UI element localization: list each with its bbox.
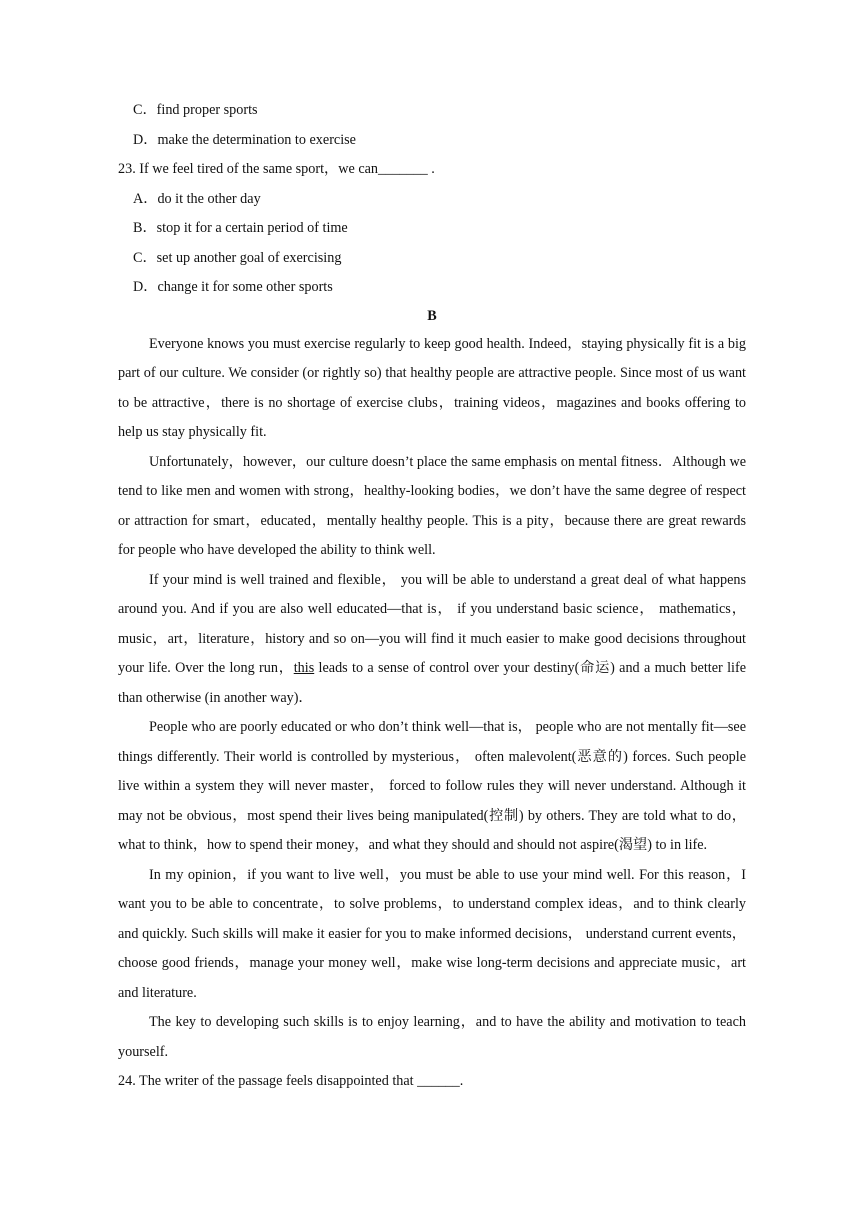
passage-paragraph-5: In my opinion，if you want to live well，you must be able to use your mind well. For this reason，I want you to be able to concentrate，to solve problems，to understand complex ideas，and to think clearly and quickly. Such skills will make it easier for you to make informed decisions， understand current events，choose good friends，manage your money well，make wise long-term decisions and appreciate music，art and literature.: [118, 866, 746, 1001]
document-page: [118, 96, 746, 1097]
option-text: stop it for a certain period of time: [156, 220, 348, 236]
passage-paragraph-6: The key to developing such skills is to enjoy learning，and to have the ability and motivation to teach yourself.: [118, 1014, 746, 1060]
option-letter: D．: [133, 131, 158, 148]
q23-option-d: [118, 273, 746, 303]
option-text: make the determination to exercise: [157, 131, 356, 148]
q23-option-b: [118, 214, 746, 244]
passage-paragraph-2: Unfortunately，however，our culture doesn’t place the same emphasis on mental fitness．Although we tend to like men and women with strong，healthy-looking bodies，we don’t have the same degree of respect or attraction for smart，educated，mentally healthy people. This is a pity，because there are great rewards for people who have developed the ability to think well.: [118, 453, 746, 558]
option-letter: D．: [133, 279, 158, 295]
option-text: do it the other day: [157, 190, 261, 207]
q22-option-c: [118, 96, 746, 126]
underlined-word: this: [293, 660, 315, 676]
passage-paragraph-4: People who are poorly educated or who don’t think well—that is， people who are not mentally fit—see things differently. Their world is controlled by mysterious， often malevolent(恶意的) forces. Such people live within a system they will never master， forced to follow rules they will never understand. Although it may not be obvious，most spend their lives being manipulated(控制) by others. They are told what to do，what to think，how to spend their money，and what they should and should not aspire(渴望) to in life.: [118, 719, 746, 853]
option-text: set up another goal of exercising: [156, 249, 342, 266]
option-letter: C．: [133, 249, 157, 266]
passage-paragraph-3: [118, 566, 746, 714]
q23-option-a: [118, 185, 746, 215]
option-text: find proper sports: [156, 102, 258, 118]
paragraph-text: If your mind is well trained and flexible， you will be able to understand a great deal of what happens around you. And if you are also well educated—that is， if you understand basic science， mathematics，music，art，literature，history and so on—you will find it much easier to make good decisions throughout your life. Over the long run，: [118, 571, 746, 676]
section-heading: B: [427, 307, 437, 324]
q24-stem: 24. The writer of the passage feels disappointed that ______.: [118, 1073, 464, 1089]
paragraph-text: leads to a sense of control over your destiny(命运) and a much better life than otherwise (in another way)．: [118, 660, 746, 706]
option-letter: C．: [133, 102, 157, 118]
q23-option-c: [118, 244, 746, 274]
q22-option-d: [118, 126, 746, 156]
option-letter: B．: [133, 220, 157, 236]
passage-paragraph-1: Everyone knows you must exercise regularly to keep good health. Indeed，staying physically fit is a big part of our culture. We consider (or rightly so) that healthy people are attractive people. Since most of us want to be attractive，there is no shortage of exercise clubs，training videos，magazines and books offering to help us stay physically fit.: [118, 335, 746, 440]
option-text: change it for some other sports: [157, 279, 333, 295]
q23-stem: 23. If we feel tired of the same sport，we can_______ .: [118, 161, 435, 177]
option-letter: A．: [133, 190, 158, 207]
